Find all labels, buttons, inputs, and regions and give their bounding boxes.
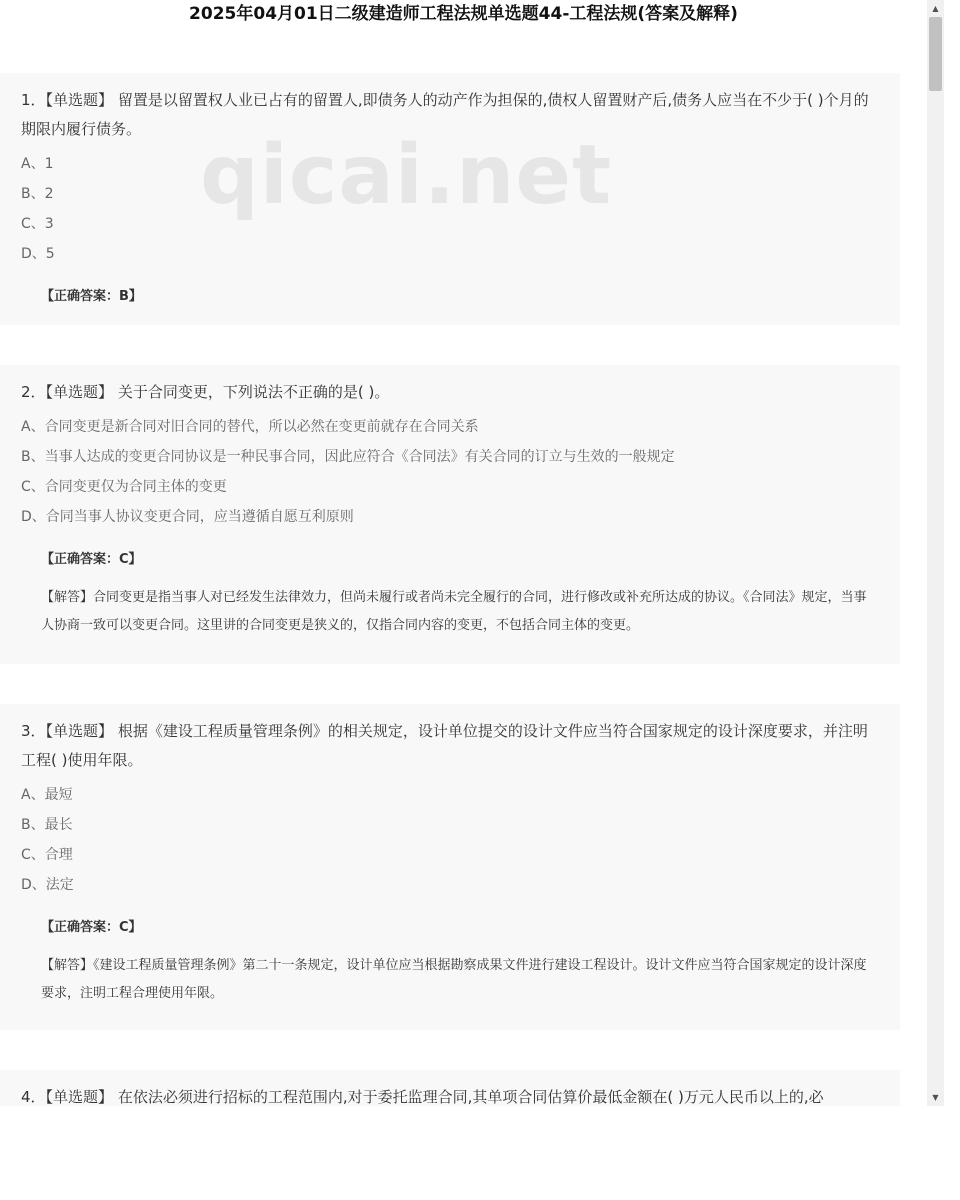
option-c[interactable]: C、合理 — [21, 847, 73, 863]
question-number: 3． — [21, 722, 46, 740]
scroll-thumb[interactable] — [929, 17, 942, 91]
question-text — [21, 1070, 878, 1106]
explanation-tag: 【解答】 — [41, 590, 94, 605]
option-a[interactable]: A、合同变更是新合同对旧合同的替代，所以必然在变更前就存在合同关系 — [21, 419, 479, 435]
question-body: 关于合同变更，下列说法不正确的是( )。 — [117, 383, 390, 401]
option-list — [21, 780, 878, 900]
explanation-text: 《建设工程质量管理条例》第二十一条规定，设计单位应当根据勘察成果文件进行建设工程设计。设计文件应当符合国家规定的设计深度要求，注明工程合理使用年限。 — [41, 958, 867, 1001]
question-card-3 — [0, 704, 900, 1030]
question-text — [21, 704, 878, 775]
explanation — [21, 584, 878, 640]
question-text — [21, 365, 878, 407]
option-a[interactable]: A、最短 — [21, 787, 73, 803]
correct-answer: 【正确答案：C】 — [41, 920, 142, 935]
question-type: 【单选题】 — [45, 722, 114, 740]
question-number: 2． — [21, 383, 46, 401]
explanation-tag: 【解答】 — [41, 958, 94, 973]
question-type: 【单选题】 — [45, 383, 114, 401]
question-card-2 — [0, 365, 900, 664]
option-d[interactable]: D、合同当事人协议变更合同，应当遵循自愿互利原则 — [21, 509, 354, 525]
option-list — [21, 412, 878, 532]
option-b[interactable]: B、最长 — [21, 817, 73, 833]
option-b[interactable]: B、当事人达成的变更合同协议是一种民事合同，因此应符合《合同法》有关合同的订立与生效的一般规定 — [21, 449, 675, 465]
correct-answer: 【正确答案：C】 — [41, 552, 142, 567]
question-number: 1． — [21, 91, 46, 109]
option-a[interactable]: A、1 — [21, 156, 54, 172]
question-body: 留置是以留置权人业已占有的留置人,即债务人的动产作为担保的,债权人留置财产后,债务人应当在不少于( )个月的期限内履行债务。 — [21, 91, 869, 138]
page-title: 2025年04月01日二级建造师工程法规单选题44-工程法规(答案及解释) — [189, 4, 738, 24]
option-d[interactable]: D、法定 — [21, 877, 74, 893]
question-number: 4． — [21, 1088, 46, 1106]
option-c[interactable]: C、合同变更仅为合同主体的变更 — [21, 479, 227, 495]
question-body: 在依法必须进行招标的工程范围内,对于委托监理合同,其单项合同估算价最低金额在( )万元人民币以上的,必 — [117, 1088, 824, 1106]
option-d[interactable]: D、5 — [21, 246, 55, 262]
question-text — [21, 73, 878, 144]
vertical-scrollbar[interactable] — [927, 0, 944, 1106]
question-type: 【单选题】 — [45, 91, 114, 109]
explanation-text: 合同变更是指当事人对已经发生法律效力，但尚未履行或者尚未完全履行的合同，进行修改或补充所达成的协议。《合同法》规定，当事人协商一致可以变更合同。这里讲的合同变更是狭义的，仅指合同内容的变更，不包括合同主体的变更。 — [41, 590, 867, 633]
scroll-up-arrow-icon[interactable]: ▲ — [932, 4, 939, 13]
scroll-down-arrow-icon[interactable]: ▼ — [932, 1093, 939, 1102]
explanation — [21, 952, 878, 1008]
question-type: 【单选题】 — [45, 1088, 114, 1106]
question-card-1 — [0, 73, 900, 325]
correct-answer: 【正确答案：B】 — [41, 289, 142, 304]
option-c[interactable]: C、3 — [21, 216, 54, 232]
option-b[interactable]: B、2 — [21, 186, 54, 202]
option-list — [21, 149, 878, 269]
question-body: 根据《建设工程质量管理条例》的相关规定，设计单位提交的设计文件应当符合国家规定的设计深度要求，并注明工程( )使用年限。 — [21, 722, 868, 769]
question-card-4 — [0, 1070, 900, 1106]
